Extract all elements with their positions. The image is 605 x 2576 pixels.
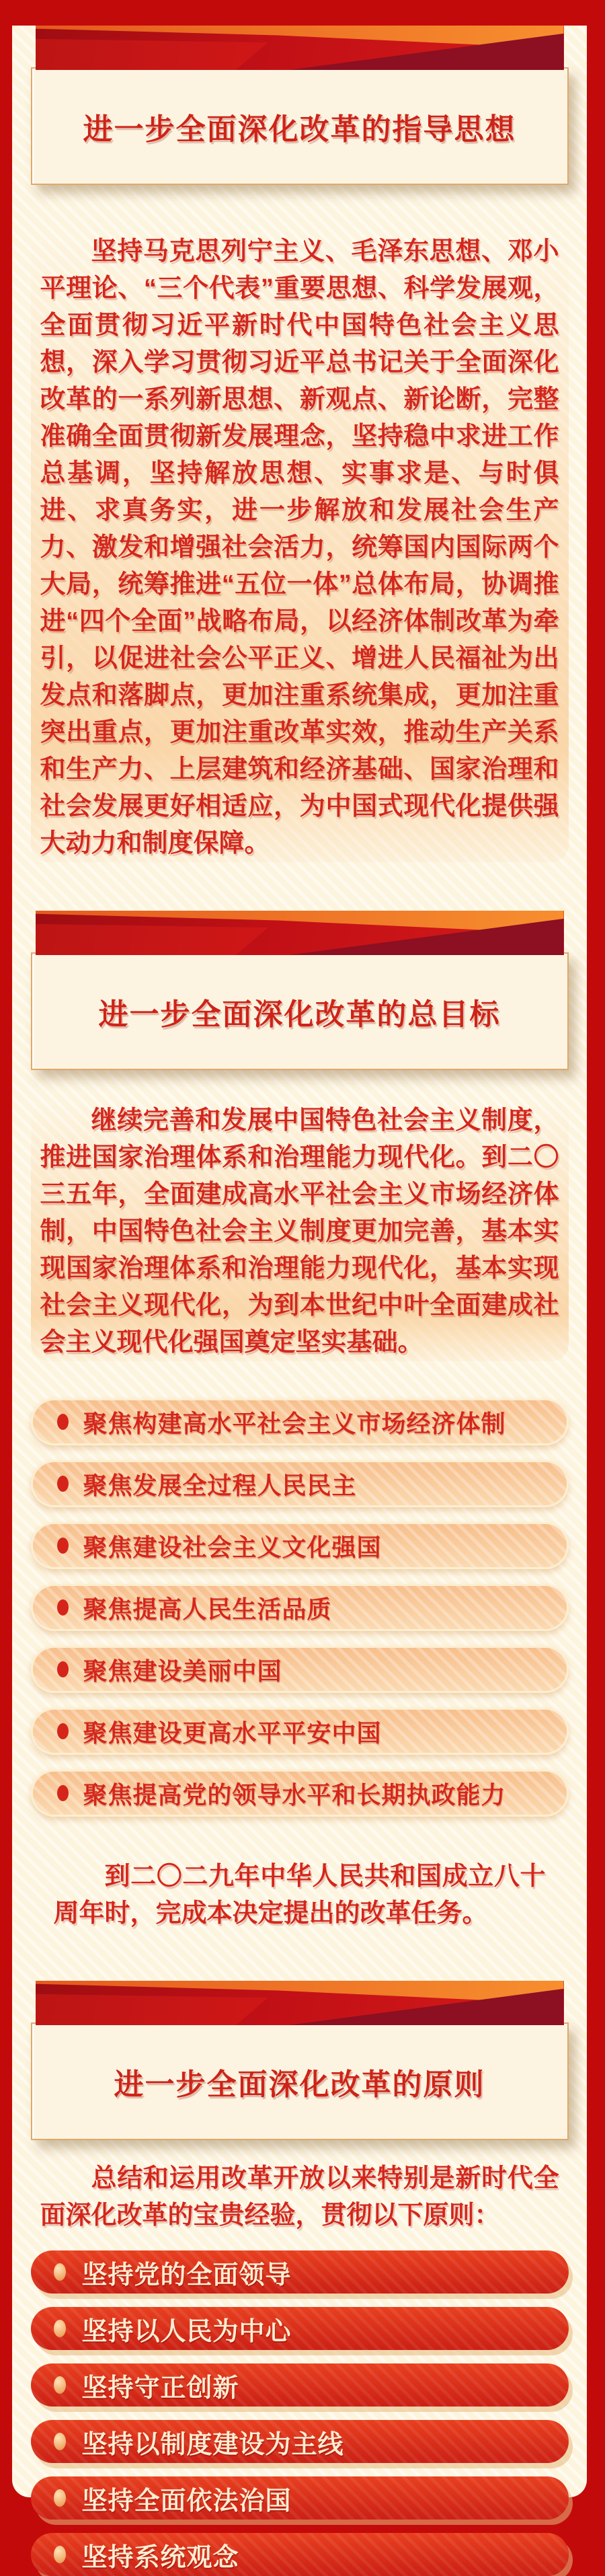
header-banner-decoration	[36, 26, 564, 70]
principle-item: 坚持系统观念	[31, 2533, 569, 2576]
principle-item: 坚持以人民为中心	[31, 2307, 569, 2350]
principle-item: 坚持全面依法治国	[31, 2476, 569, 2520]
header-banner-decoration	[36, 911, 564, 955]
section-title-card	[31, 67, 569, 185]
header-banner-decoration	[36, 1981, 564, 2025]
section-header-principles	[12, 1981, 587, 2140]
bullet-icon	[57, 1723, 69, 1739]
section-title: 进一步全面深化改革的指导思想	[83, 112, 516, 146]
section-title: 进一步全面深化改革的总目标	[98, 997, 501, 1031]
principle-items-list	[12, 2250, 587, 2576]
guiding-ideology-paragraph: 坚持马克思列宁主义、毛泽东思想、邓小平理论、“三个代表”重要思想、科学发展观，全面贯彻习近平新时代中国特色社会主义思想，深入学习贯彻习近平总书记关于全面深化改革的一系列新思想、新观点、新论断，完整准确全面贯彻新发展理念，坚持稳中求进工作总基调，坚持解放思想、实事求是、与时俱进、求真务实，进一步解放和发展社会生产力、激发和增强社会活力，统筹国内国际两个大局，统筹推进“五位一体”总体布局，协调推进“四个全面”战略布局，以经济体制改革为牵引，以促进社会公平正义、增进人民福祉为出发点和落脚点，更加注重系统集成，更加注重突出重点，更加注重改革实效，推动生产关系和生产力、上层建筑和经济基础、国家治理和社会发展更好相适应，为中国式现代化提供强大动力和制度保障。	[31, 233, 569, 862]
section-title: 进一步全面深化改革的原则	[114, 2068, 485, 2101]
bullet-icon	[57, 1599, 69, 1616]
overall-goal-paragraph: 继续完善和发展中国特色社会主义制度，推进国家治理体系和治理能力现代化。到二〇三五年，全面建成高水平社会主义市场经济体制，中国特色社会主义制度更加完善，基本实现国家治理体系和治理能力现代化，基本实现社会主义现代化，为到本世纪中叶全面建成社会主义现代化强国奠定坚实基础。	[31, 1102, 569, 1361]
bullet-icon	[57, 1414, 69, 1430]
focus-item: 聚焦发展全过程人民民主	[31, 1460, 569, 1507]
bullet-icon	[54, 2489, 66, 2507]
focus-item: 聚焦建设美丽中国	[31, 1646, 569, 1693]
bullet-icon	[54, 2376, 66, 2394]
section-header-overall-goal	[12, 911, 587, 1070]
section-header-guiding-ideology	[12, 26, 587, 185]
principles-intro-paragraph: 总结和运用改革开放以来特别是新时代全面深化改革的宝贵经验，贯彻以下原则：	[40, 2164, 559, 2230]
bullet-icon	[57, 1785, 69, 1801]
bullet-icon	[54, 2320, 66, 2337]
bullet-icon	[57, 1661, 69, 1677]
section-title-card	[31, 952, 569, 1070]
focus-item: 聚焦提高人民生活品质	[31, 1584, 569, 1631]
focus-item: 聚焦提高党的领导水平和长期执政能力	[31, 1770, 569, 1817]
focus-item: 聚焦构建高水平社会主义市场经济体制	[31, 1398, 569, 1445]
content-strip	[12, 26, 587, 2572]
principle-item: 坚持守正创新	[31, 2363, 569, 2407]
bullet-icon	[57, 1476, 69, 1492]
bullet-icon	[57, 1538, 69, 1554]
principle-item: 坚持党的全面领导	[31, 2250, 569, 2294]
bullet-icon	[54, 2546, 66, 2563]
bullet-icon	[54, 2433, 66, 2450]
focus-items-list	[12, 1398, 587, 1817]
focus-item: 聚焦建设社会主义文化强国	[31, 1522, 569, 1569]
principle-item: 坚持以制度建设为主线	[31, 2420, 569, 2463]
section-title-card	[31, 2022, 569, 2140]
bullet-icon	[54, 2263, 66, 2281]
focus-item: 聚焦建设更高水平平安中国	[31, 1708, 569, 1755]
goal-deadline-paragraph: 到二〇二九年中华人民共和国成立八十周年时，完成本决定提出的改革任务。	[53, 1862, 546, 1928]
